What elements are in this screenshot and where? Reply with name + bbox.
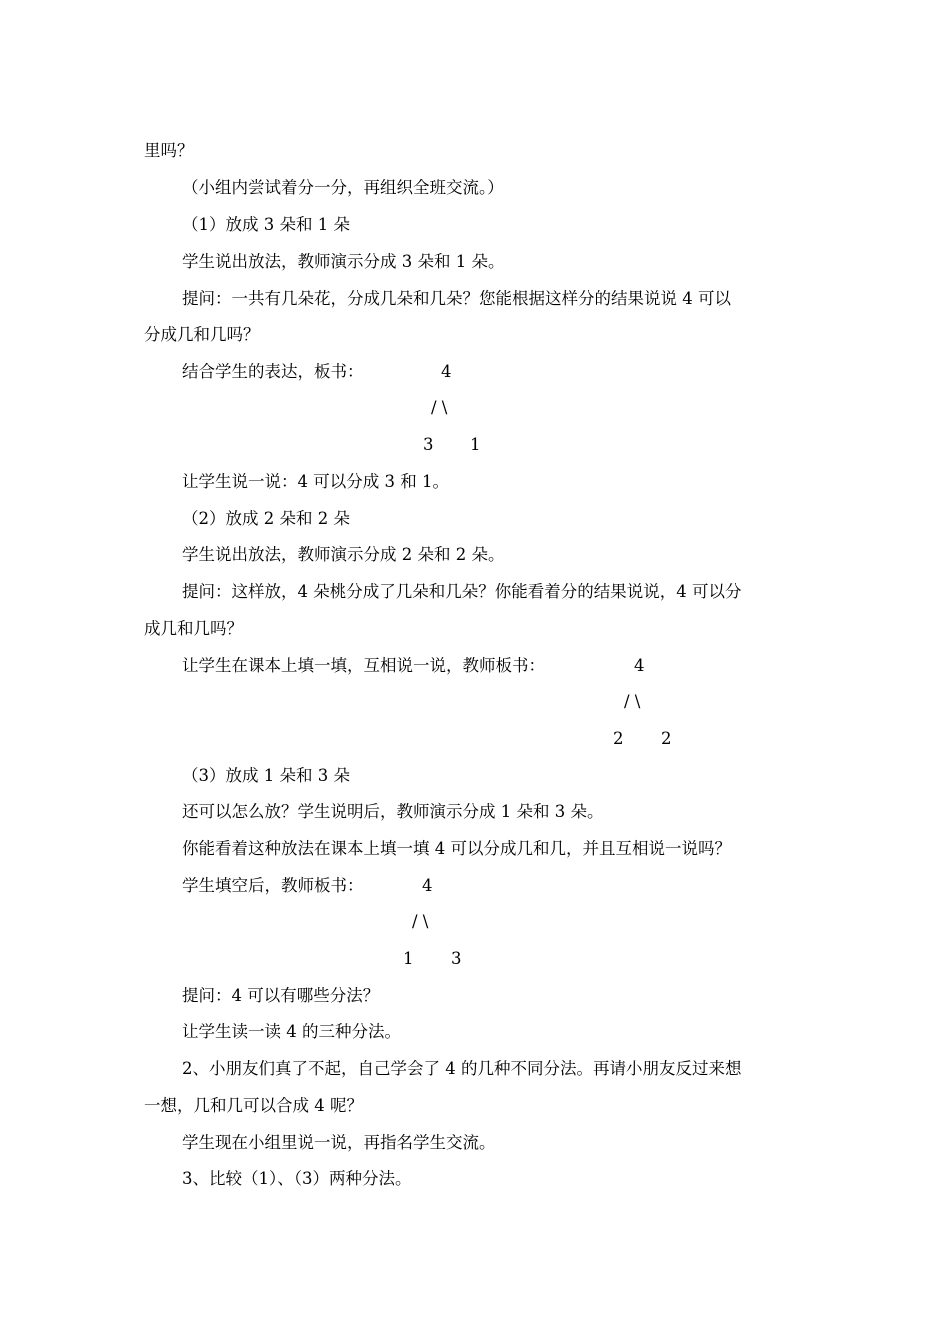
diagram-total: 4 [441, 362, 452, 381]
text-line: （2）放成 2 朵和 2 朵 [182, 509, 350, 528]
diagram-part-right: 3 [451, 949, 462, 968]
diagram-branches: / \ [624, 692, 641, 711]
text-line: 3、比较（1）、（3）两种分法。 [182, 1169, 412, 1188]
diagram-part-right: 2 [661, 729, 672, 748]
text-line: 结合学生的表达，板书： [182, 362, 364, 381]
diagram-part-left: 1 [403, 949, 414, 968]
text-line: 里吗？ [144, 141, 194, 160]
text-line: 让学生说一说：4 可以分成 3 和 1。 [182, 472, 449, 491]
text-line: 学生填空后，教师板书： [182, 876, 364, 895]
text-line: 提问：这样放，4 朵桃分成了几朵和几朵？你能看着分的结果说说，4 可以分 [182, 582, 742, 601]
text-line: （小组内尝试着分一分，再组织全班交流。） [182, 178, 504, 197]
text-line: 提问：一共有几朵花，分成几朵和几朵？您能根据这样分的结果说说 4 可以 [182, 289, 731, 308]
text-line: 成几和几吗？ [144, 619, 243, 638]
text-line: 提问：4 可以有哪些分法？ [182, 986, 380, 1005]
diagram-part-left: 2 [613, 729, 624, 748]
text-line: 还可以怎么放？学生说明后，教师演示分成 1 朵和 3 朵。 [182, 802, 604, 821]
text-line: 学生现在小组里说一说，再指名学生交流。 [182, 1133, 496, 1152]
diagram-branches: / \ [431, 398, 448, 417]
text-line: 学生说出放法，教师演示分成 2 朵和 2 朵。 [182, 545, 505, 564]
text-line: 让学生在课本上填一填，互相说一说，教师板书： [182, 656, 545, 675]
text-line: 一想，几和几可以合成 4 呢？ [144, 1096, 363, 1115]
diagram-total: 4 [422, 876, 433, 895]
diagram-part-left: 3 [423, 435, 434, 454]
diagram-total: 4 [634, 656, 645, 675]
text-line: 2、小朋友们真了不起，自己学会了 4 的几种不同分法。再请小朋友反过来想 [182, 1059, 742, 1078]
text-line: （1）放成 3 朵和 1 朵 [182, 215, 350, 234]
diagram-branches: / \ [412, 912, 429, 931]
text-line: 你能看着这种放法在课本上填一填 4 可以分成几和几，并且互相说一说吗？ [182, 839, 731, 858]
diagram-part-right: 1 [470, 435, 481, 454]
text-line: 分成几和几吗？ [144, 325, 260, 344]
text-line: （3）放成 1 朵和 3 朵 [182, 766, 350, 785]
text-line: 让学生读一读 4 的三种分法。 [182, 1022, 401, 1041]
text-line: 学生说出放法，教师演示分成 3 朵和 1 朵。 [182, 252, 505, 271]
